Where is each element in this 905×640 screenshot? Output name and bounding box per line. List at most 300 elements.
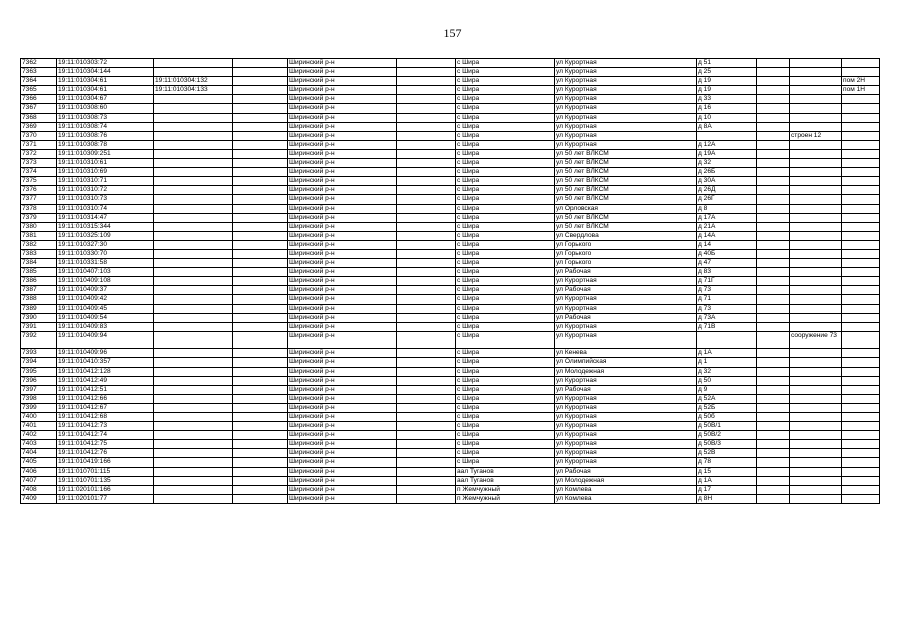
cell-locality: с Шира	[456, 412, 555, 421]
cell-locality: аал Туганов	[456, 476, 555, 485]
cell-col-4	[233, 331, 288, 349]
cell-cadastral-number: 19:11:010309:251	[57, 149, 154, 158]
cell-house: д 32	[697, 159, 757, 168]
cell-related-cadastral-number	[154, 286, 233, 295]
cell-district: Ширинский р-н	[288, 458, 397, 467]
cell-row-number: 7400	[21, 412, 57, 421]
cell-cadastral-number: 19:11:010308:76	[57, 131, 154, 140]
cell-cadastral-number: 19:11:010308:60	[57, 104, 154, 113]
cell-premises	[842, 394, 880, 403]
cell-locality: с Шира	[456, 304, 555, 313]
cell-premises	[842, 449, 880, 458]
cell-building-type	[790, 476, 842, 485]
cell-district: Ширинский р-н	[288, 68, 397, 77]
cell-district: Ширинский р-н	[288, 59, 397, 68]
cell-house: д 8	[697, 204, 757, 213]
registry-body	[21, 59, 880, 504]
cell-street: ул Свердлова	[555, 231, 697, 240]
cell-col-4	[233, 204, 288, 213]
cell-street: ул Курортная	[555, 277, 697, 286]
cell-col-10	[757, 412, 790, 421]
cell-locality: с Шира	[456, 95, 555, 104]
cell-building-type	[790, 440, 842, 449]
cell-street: ул Рабочая	[555, 385, 697, 394]
cell-building-type	[790, 295, 842, 304]
cell-street: ул Курортная	[555, 440, 697, 449]
cell-premises	[842, 95, 880, 104]
cell-col-4	[233, 259, 288, 268]
cell-col-4	[233, 494, 288, 503]
cell-locality: с Шира	[456, 449, 555, 458]
cell-house: д 71Г	[697, 277, 757, 286]
cell-premises	[842, 304, 880, 313]
table-row	[21, 322, 880, 331]
cell-col-4	[233, 277, 288, 286]
cell-col-4	[233, 295, 288, 304]
cell-locality: п Жемчужный	[456, 494, 555, 503]
table-row	[21, 213, 880, 222]
cell-premises	[842, 422, 880, 431]
cell-row-number: 7383	[21, 249, 57, 258]
cell-col-6	[397, 186, 456, 195]
cell-cadastral-number: 19:11:010304:144	[57, 68, 154, 77]
page-number: 157	[443, 26, 462, 40]
cell-district: Ширинский р-н	[288, 249, 397, 258]
cell-related-cadastral-number	[154, 104, 233, 113]
table-row	[21, 286, 880, 295]
cell-col-6	[397, 259, 456, 268]
cell-premises	[842, 249, 880, 258]
cell-row-number: 7362	[21, 59, 57, 68]
cell-premises	[842, 367, 880, 376]
cell-locality: с Шира	[456, 367, 555, 376]
cell-cadastral-number: 19:11:010330:70	[57, 249, 154, 258]
cell-premises	[842, 186, 880, 195]
cell-col-4	[233, 349, 288, 358]
table-row	[21, 494, 880, 503]
cell-row-number: 7372	[21, 149, 57, 158]
cell-col-6	[397, 304, 456, 313]
cell-col-6	[397, 349, 456, 358]
cell-col-4	[233, 68, 288, 77]
cell-house: д 51	[697, 59, 757, 68]
cell-row-number: 7394	[21, 358, 57, 367]
cell-cadastral-number: 19:11:010304:61	[57, 86, 154, 95]
cell-col-10	[757, 376, 790, 385]
cell-house: д 14А	[697, 231, 757, 240]
cell-col-6	[397, 367, 456, 376]
cell-premises	[842, 476, 880, 485]
cell-col-6	[397, 140, 456, 149]
cell-col-10	[757, 449, 790, 458]
cell-street: ул Курортная	[555, 449, 697, 458]
cell-cadastral-number: 19:11:010331:58	[57, 259, 154, 268]
table-row	[21, 313, 880, 322]
cell-col-10	[757, 277, 790, 286]
cell-col-4	[233, 422, 288, 431]
cell-premises	[842, 195, 880, 204]
cell-col-6	[397, 412, 456, 421]
table-row	[21, 122, 880, 131]
cell-col-4	[233, 367, 288, 376]
cell-col-10	[757, 367, 790, 376]
cell-related-cadastral-number	[154, 422, 233, 431]
table-row	[21, 59, 880, 68]
cell-locality: с Шира	[456, 322, 555, 331]
cell-related-cadastral-number	[154, 349, 233, 358]
cell-street: ул Курортная	[555, 86, 697, 95]
cell-building-type	[790, 304, 842, 313]
cell-street: ул 50 лет ВЛКСМ	[555, 222, 697, 231]
cell-col-6	[397, 86, 456, 95]
cell-col-10	[757, 140, 790, 149]
cell-house: д 19	[697, 77, 757, 86]
cell-district: Ширинский р-н	[288, 277, 397, 286]
cell-street: ул Курортная	[555, 59, 697, 68]
table-row	[21, 403, 880, 412]
cell-col-4	[233, 186, 288, 195]
cell-house: д 40Б	[697, 249, 757, 258]
cell-district: Ширинский р-н	[288, 113, 397, 122]
cell-locality: с Шира	[456, 77, 555, 86]
cell-street: ул Горького	[555, 259, 697, 268]
cell-street: ул Курортная	[555, 422, 697, 431]
cell-col-10	[757, 213, 790, 222]
table-row	[21, 195, 880, 204]
cell-locality: с Шира	[456, 385, 555, 394]
cell-house: д 8Н	[697, 494, 757, 503]
table-row	[21, 458, 880, 467]
cell-street: ул Рабочая	[555, 467, 697, 476]
cell-row-number: 7379	[21, 213, 57, 222]
cell-street: ул Курортная	[555, 403, 697, 412]
cell-house: д 17А	[697, 213, 757, 222]
cell-street: ул Курортная	[555, 394, 697, 403]
cell-cadastral-number: 19:11:010412:67	[57, 403, 154, 412]
cell-building-type	[790, 322, 842, 331]
cell-col-4	[233, 322, 288, 331]
cell-related-cadastral-number	[154, 68, 233, 77]
cell-related-cadastral-number	[154, 304, 233, 313]
cell-col-10	[757, 349, 790, 358]
cell-row-number: 7380	[21, 222, 57, 231]
cell-house: д 17	[697, 485, 757, 494]
table-row	[21, 259, 880, 268]
cell-street: ул Горького	[555, 240, 697, 249]
cell-locality: с Шира	[456, 313, 555, 322]
table-row	[21, 440, 880, 449]
cell-related-cadastral-number	[154, 394, 233, 403]
cell-district: Ширинский р-н	[288, 367, 397, 376]
cell-district: Ширинский р-н	[288, 494, 397, 503]
cell-district: Ширинский р-н	[288, 322, 397, 331]
cell-col-10	[757, 494, 790, 503]
cell-col-4	[233, 149, 288, 158]
cell-row-number: 7366	[21, 95, 57, 104]
cell-col-10	[757, 476, 790, 485]
cell-col-10	[757, 322, 790, 331]
cell-col-6	[397, 159, 456, 168]
cell-premises	[842, 140, 880, 149]
cell-house: д 1	[697, 358, 757, 367]
cell-premises	[842, 122, 880, 131]
cell-locality: с Шира	[456, 113, 555, 122]
cell-street: ул Рабочая	[555, 268, 697, 277]
cell-building-type	[790, 385, 842, 394]
cell-building-type	[790, 77, 842, 86]
table-row	[21, 476, 880, 485]
cell-street: ул Курортная	[555, 95, 697, 104]
cell-related-cadastral-number	[154, 440, 233, 449]
cell-premises	[842, 177, 880, 186]
cell-building-type	[790, 277, 842, 286]
cell-related-cadastral-number	[154, 458, 233, 467]
cell-col-6	[397, 222, 456, 231]
cell-locality: с Шира	[456, 59, 555, 68]
cell-premises	[842, 259, 880, 268]
cell-district: Ширинский р-н	[288, 313, 397, 322]
cell-col-6	[397, 104, 456, 113]
cell-building-type	[790, 431, 842, 440]
cell-cadastral-number: 19:11:010310:72	[57, 186, 154, 195]
cell-col-10	[757, 403, 790, 412]
cell-premises	[842, 204, 880, 213]
cell-col-4	[233, 485, 288, 494]
cell-col-6	[397, 68, 456, 77]
cell-col-6	[397, 249, 456, 258]
cell-cadastral-number: 19:11:010409:37	[57, 286, 154, 295]
cell-locality: с Шира	[456, 231, 555, 240]
cell-col-4	[233, 467, 288, 476]
cell-building-type	[790, 68, 842, 77]
cell-cadastral-number: 19:11:010325:109	[57, 231, 154, 240]
cell-district: Ширинский р-н	[288, 304, 397, 313]
cell-row-number: 7393	[21, 349, 57, 358]
cell-building-type	[790, 367, 842, 376]
cell-row-number: 7392	[21, 331, 57, 349]
cell-related-cadastral-number	[154, 140, 233, 149]
cell-row-number: 7386	[21, 277, 57, 286]
cell-col-4	[233, 104, 288, 113]
cell-building-type	[790, 449, 842, 458]
cell-district: Ширинский р-н	[288, 403, 397, 412]
table-row	[21, 304, 880, 313]
table-row	[21, 394, 880, 403]
cell-col-4	[233, 304, 288, 313]
cell-cadastral-number: 19:11:010304:61	[57, 77, 154, 86]
table-row	[21, 376, 880, 385]
cell-street: ул Курортная	[555, 458, 697, 467]
cell-locality: с Шира	[456, 204, 555, 213]
cell-building-type	[790, 177, 842, 186]
cell-house: д 12А	[697, 140, 757, 149]
cell-district: Ширинский р-н	[288, 412, 397, 421]
cell-house: д 33	[697, 95, 757, 104]
cell-house: д 30А	[697, 177, 757, 186]
cell-cadastral-number: 19:11:010308:73	[57, 113, 154, 122]
cell-street: ул Орловская	[555, 204, 697, 213]
cell-row-number: 7390	[21, 313, 57, 322]
cell-col-4	[233, 449, 288, 458]
cell-locality: п Жемчужный	[456, 485, 555, 494]
cell-district: Ширинский р-н	[288, 295, 397, 304]
cell-locality: с Шира	[456, 186, 555, 195]
cell-related-cadastral-number	[154, 295, 233, 304]
cell-col-6	[397, 322, 456, 331]
cell-col-6	[397, 149, 456, 158]
cell-building-type	[790, 195, 842, 204]
cell-related-cadastral-number	[154, 385, 233, 394]
cell-col-10	[757, 168, 790, 177]
table-row	[21, 77, 880, 86]
cell-building-type	[790, 104, 842, 113]
cell-related-cadastral-number	[154, 358, 233, 367]
cell-building-type	[790, 467, 842, 476]
cell-street: ул Курортная	[555, 77, 697, 86]
cell-col-4	[233, 440, 288, 449]
cell-related-cadastral-number: 19:11:010304:133	[154, 86, 233, 95]
cell-row-number: 7371	[21, 140, 57, 149]
cell-house	[697, 131, 757, 140]
cell-col-10	[757, 440, 790, 449]
table-row	[21, 349, 880, 358]
cell-locality: с Шира	[456, 358, 555, 367]
cell-col-6	[397, 286, 456, 295]
cell-row-number: 7403	[21, 440, 57, 449]
cell-col-10	[757, 304, 790, 313]
cell-col-6	[397, 467, 456, 476]
cell-related-cadastral-number	[154, 476, 233, 485]
cell-row-number: 7391	[21, 322, 57, 331]
cell-premises: пом 2Н	[842, 77, 880, 86]
cell-street: ул Курортная	[555, 431, 697, 440]
cell-related-cadastral-number	[154, 222, 233, 231]
cell-building-type	[790, 231, 842, 240]
cell-street: ул Курортная	[555, 131, 697, 140]
cell-building-type	[790, 113, 842, 122]
table-row	[21, 412, 880, 421]
cell-house: д 73А	[697, 313, 757, 322]
cell-col-6	[397, 231, 456, 240]
cell-premises	[842, 358, 880, 367]
cell-related-cadastral-number	[154, 149, 233, 158]
cell-related-cadastral-number	[154, 195, 233, 204]
cell-cadastral-number: 19:11:010409:54	[57, 313, 154, 322]
cell-col-6	[397, 59, 456, 68]
cell-house: д 21А	[697, 222, 757, 231]
cell-district: Ширинский р-н	[288, 186, 397, 195]
cell-house: д 1А	[697, 476, 757, 485]
cell-row-number: 7364	[21, 77, 57, 86]
cell-premises	[842, 440, 880, 449]
cell-street: ул 50 лет ВЛКСМ	[555, 195, 697, 204]
cell-street: ул 50 лет ВЛКСМ	[555, 177, 697, 186]
cell-premises	[842, 349, 880, 358]
cell-house: д 78	[697, 458, 757, 467]
cell-cadastral-number: 19:11:010314:47	[57, 213, 154, 222]
cell-district: Ширинский р-н	[288, 422, 397, 431]
cell-col-4	[233, 458, 288, 467]
cell-col-10	[757, 394, 790, 403]
cell-row-number: 7385	[21, 268, 57, 277]
cell-col-4	[233, 476, 288, 485]
cell-row-number: 7387	[21, 286, 57, 295]
cell-col-6	[397, 385, 456, 394]
cell-related-cadastral-number	[154, 412, 233, 421]
cell-building-type	[790, 86, 842, 95]
cell-col-6	[397, 331, 456, 349]
table-row	[21, 140, 880, 149]
table-row	[21, 231, 880, 240]
cell-col-4	[233, 86, 288, 95]
cell-locality: с Шира	[456, 331, 555, 349]
cell-house: д 50В/2	[697, 431, 757, 440]
cell-building-type	[790, 494, 842, 503]
cell-locality: с Шира	[456, 168, 555, 177]
cell-col-4	[233, 286, 288, 295]
cell-row-number: 7407	[21, 476, 57, 485]
cell-building-type	[790, 159, 842, 168]
cell-col-6	[397, 168, 456, 177]
cell-cadastral-number: 19:11:010412:73	[57, 422, 154, 431]
cell-locality: с Шира	[456, 394, 555, 403]
cell-related-cadastral-number	[154, 313, 233, 322]
cell-related-cadastral-number	[154, 376, 233, 385]
cell-premises	[842, 376, 880, 385]
cell-col-4	[233, 168, 288, 177]
cell-col-4	[233, 358, 288, 367]
cell-premises	[842, 412, 880, 421]
cell-col-6	[397, 476, 456, 485]
cell-col-4	[233, 122, 288, 131]
cell-related-cadastral-number	[154, 259, 233, 268]
cell-cadastral-number: 19:11:010310:73	[57, 195, 154, 204]
cell-building-type	[790, 249, 842, 258]
table-row	[21, 104, 880, 113]
cell-premises	[842, 149, 880, 158]
cell-locality: с Шира	[456, 68, 555, 77]
cell-cadastral-number: 19:11:010412:51	[57, 385, 154, 394]
cell-premises	[842, 403, 880, 412]
cell-street: ул Курортная	[555, 322, 697, 331]
cell-street: ул Рабочая	[555, 313, 697, 322]
cell-related-cadastral-number	[154, 131, 233, 140]
table-row	[21, 222, 880, 231]
cell-col-6	[397, 403, 456, 412]
cell-district: Ширинский р-н	[288, 431, 397, 440]
cell-col-4	[233, 431, 288, 440]
cell-cadastral-number: 19:11:010409:83	[57, 322, 154, 331]
cell-cadastral-number: 19:11:010409:96	[57, 349, 154, 358]
cell-street: ул Рабочая	[555, 286, 697, 295]
cell-col-4	[233, 249, 288, 258]
cell-locality: с Шира	[456, 86, 555, 95]
cell-premises	[842, 286, 880, 295]
cell-related-cadastral-number	[154, 367, 233, 376]
cell-locality: с Шира	[456, 422, 555, 431]
table-row	[21, 467, 880, 476]
cell-street: ул 50 лет ВЛКСМ	[555, 168, 697, 177]
cell-house: д 50В/1	[697, 422, 757, 431]
cell-premises	[842, 231, 880, 240]
cell-premises	[842, 59, 880, 68]
table-row	[21, 95, 880, 104]
cell-col-4	[233, 268, 288, 277]
cell-building-type	[790, 286, 842, 295]
cell-related-cadastral-number	[154, 186, 233, 195]
cell-district: Ширинский р-н	[288, 349, 397, 358]
cell-row-number: 7384	[21, 259, 57, 268]
